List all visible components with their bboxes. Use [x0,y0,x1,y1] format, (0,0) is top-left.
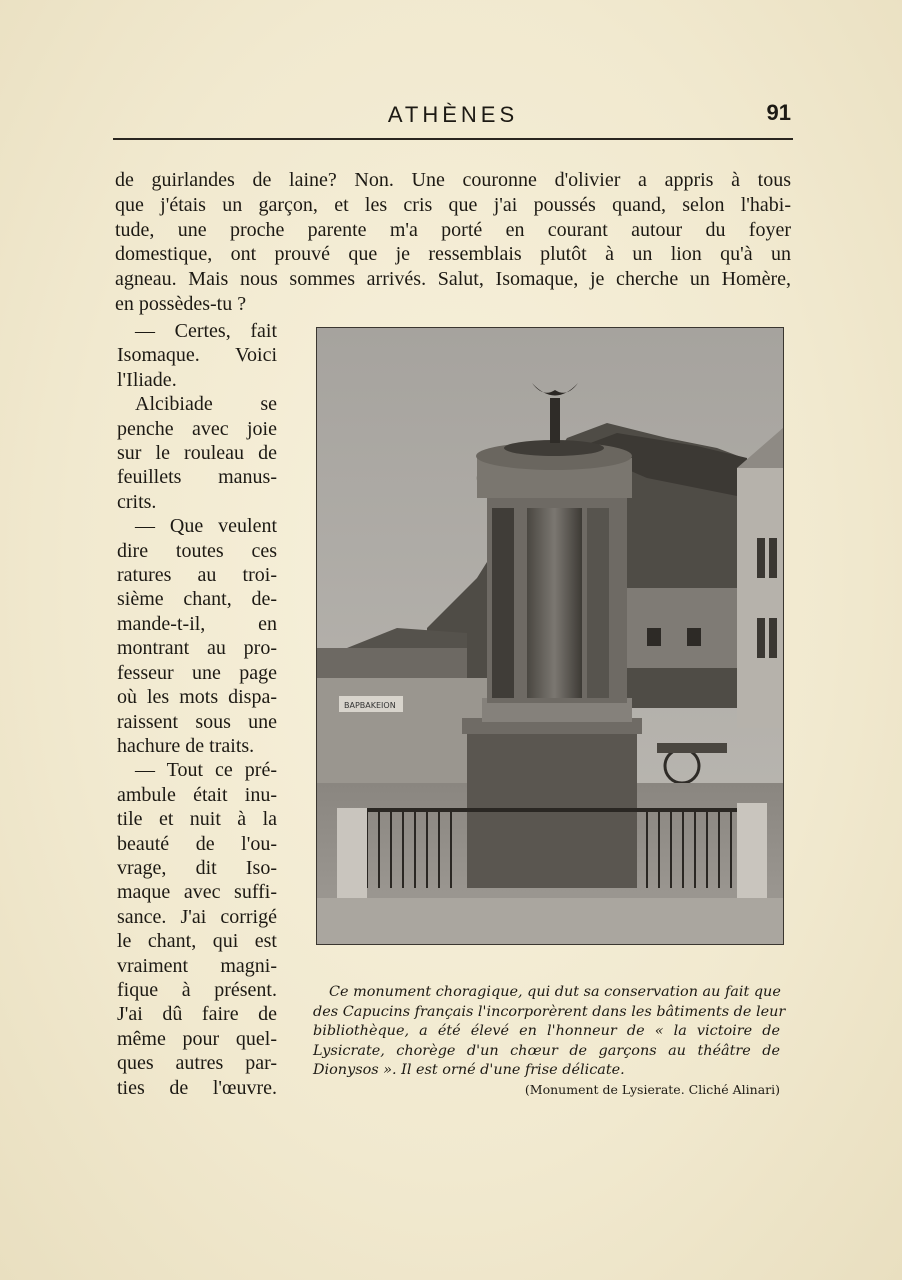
caption-line: Ce monument choragique, qui dut sa conservation au fait que [329,984,781,1000]
text-line: maque avec suffi- [117,881,277,904]
text-line: mande-t-il, en [117,612,277,635]
caption-line: Lysicrate, chorège d'un chœur de garçons au théâtre de [313,1042,780,1059]
text-line: fique à présent. [117,978,277,1001]
page-title: ATHÈNES [387,102,519,127]
text-line: ratures au troi- [117,564,277,587]
text-line: même pour quel- [117,1027,277,1050]
text-line: dire toutes ces [117,539,277,562]
text-line: agneau. Mais nous sommes arrivés. Salut, Isomaque, je cherche un Homère, [115,268,791,291]
text-line: ambule était inu- [117,783,277,806]
text-line: où les mots dispa- [117,686,277,709]
caption-line: des Capucins français l'incorporèrent dans les bâtiments de leur [313,1003,786,1020]
text-line: le chant, qui est [117,930,277,953]
text-line: tile et nuit à la [117,808,277,831]
text-line: ties de l'œuvre. [117,1076,277,1099]
text-line: — Certes, fait [135,320,277,342]
text-line: domestique, ont prouvé que je ressemblais plutôt à un lion qu'à un [115,243,791,266]
text-line: Alcibiade se [135,393,277,416]
text-line: en possèdes-tu ? [115,292,247,315]
photo-credit: (Monument de Lysierate. Cliché Alinari) [524,1082,780,1097]
text-line: tude, une proche parente m'a porté en courant autour du foyer [115,218,791,241]
monument-illustration [317,328,783,944]
text-line: J'ai dû faire de [117,1003,277,1026]
monument-photograph [316,327,784,945]
page-number: 91 [766,100,791,125]
text-line: beauté de l'ou- [117,832,277,855]
text-line: penche avec joie [117,417,277,440]
text-line: que j'étais un garçon, et les cris que j'ai poussés quand, selon l'habi- [115,193,791,216]
text-line: hachure de traits. [117,734,255,757]
text-line: sième chant, de- [117,588,277,611]
text-line: raissent sous une [117,710,277,733]
text-line: feuillets manus- [117,466,277,489]
text-line: l'Iliade. [117,368,177,391]
text-line: — Tout ce pré- [135,759,277,782]
text-line: fesseur une page [117,661,277,684]
text-line: Isomaque. Voici [117,344,277,367]
text-line: — Que veulent [135,515,277,538]
narrow-column-text [117,319,277,1100]
text-line: montrant au pro- [117,637,277,660]
full-width-paragraph [115,168,791,317]
text-line: vraiment magni- [117,954,277,977]
caption-line: Dionysos ». Il est orné d'une frise délicate. [313,1062,625,1078]
text-line: crits. [117,490,157,513]
text-line: sur le rouleau de [117,442,277,465]
text-line: sance. J'ai corrigé [117,905,277,928]
caption-line: bibliothèque, a été élevé en l'honneur de « la victoire de [313,1023,780,1039]
photo-caption [313,983,786,1081]
text-line: vrage, dit Iso- [117,856,277,879]
text-line: ques autres par- [117,1052,277,1075]
text-line: de guirlandes de laine? Non. Une couronne d'olivier a appris à tous [115,169,791,191]
running-header [113,100,793,140]
street-sign: ΒΑΡΒΑΚΕΙΟΝ [344,701,396,710]
